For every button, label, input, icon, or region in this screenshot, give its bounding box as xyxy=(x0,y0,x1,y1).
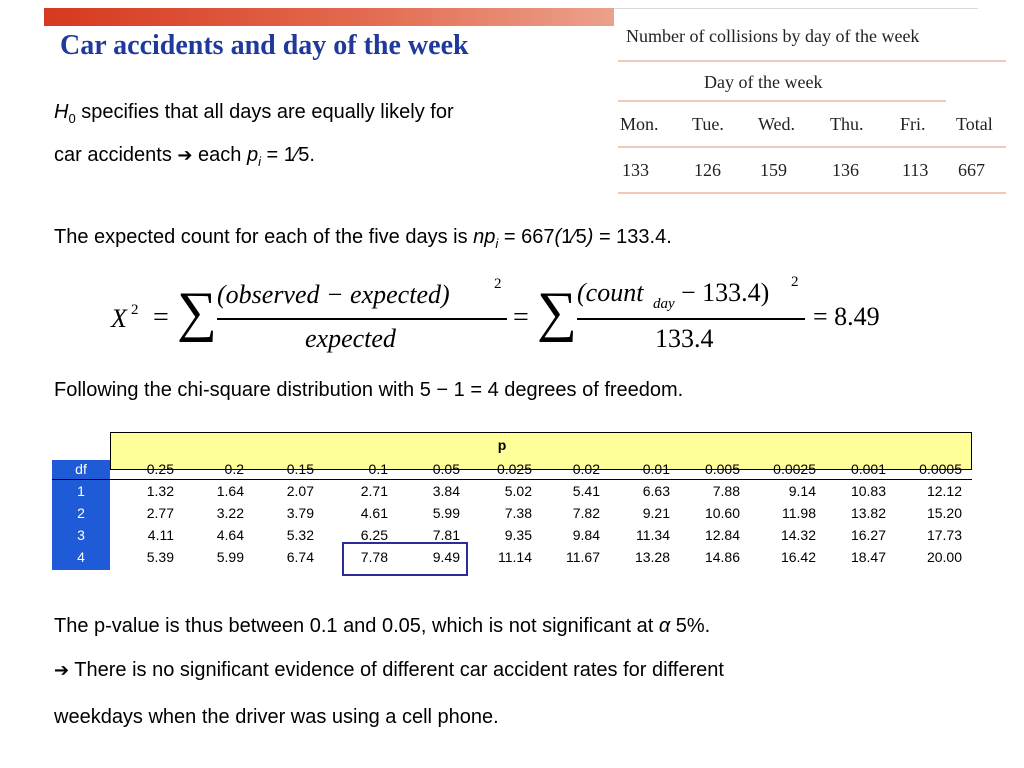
critical-value-cell: 13.82 xyxy=(850,505,886,521)
chi-square-formula xyxy=(105,270,905,370)
np-subscript: i xyxy=(495,236,499,251)
collisions-table xyxy=(618,14,1006,196)
p-value-header-0: 0.25 xyxy=(146,461,174,477)
df-cell-0: 1 xyxy=(77,483,85,499)
critical-value-cell: 5.39 xyxy=(146,549,174,565)
expected-text-2: = 667 xyxy=(498,226,555,248)
collisions-value-3: 136 xyxy=(832,160,859,180)
expected-count-line xyxy=(54,227,672,250)
p-value-header-6: 0.02 xyxy=(572,461,600,477)
critical-value-cell: 15.20 xyxy=(926,505,962,521)
critical-value-cell: 7.78 xyxy=(360,549,388,565)
h0-subscript: 0 xyxy=(68,111,76,126)
critical-value-cell: 14.32 xyxy=(780,527,816,543)
p-value-header-4: 0.05 xyxy=(432,461,460,477)
conclusion-line-1 xyxy=(54,660,724,680)
conclusion-text-1: There is no significant evidence of different car accident rates for different xyxy=(69,659,724,681)
critical-value-cell: 4.64 xyxy=(216,527,244,543)
formula-numerator-2b: − 133.4) xyxy=(681,278,770,307)
critical-value-cell: 2.71 xyxy=(360,483,388,499)
critical-value-cell: 6.63 xyxy=(642,483,670,499)
formula-x: X xyxy=(111,304,127,333)
critical-value-cell: 5.99 xyxy=(432,505,460,521)
critical-value-cell: 12.12 xyxy=(926,483,962,499)
critical-value-cell: 5.02 xyxy=(504,483,532,499)
critical-value-cell: 14.86 xyxy=(704,549,740,565)
formula-x-superscript: 2 xyxy=(131,302,139,318)
h0-symbol: H xyxy=(54,101,69,123)
expected-text-1: The expected count for each of the five days is xyxy=(54,226,474,248)
highlight-box xyxy=(342,542,468,576)
collisions-header-3: Thu. xyxy=(830,114,864,134)
collisions-value-2: 159 xyxy=(760,160,787,180)
h0-text-2b: each xyxy=(192,144,247,166)
formula-numerator-1: (observed − expected) xyxy=(217,280,450,309)
formula-numerator-1-superscript: 2 xyxy=(494,276,502,292)
conclusion-line-2: weekdays when the driver was using a cell phone. xyxy=(54,706,499,728)
pvalue-text-2: 5%. xyxy=(670,615,711,637)
critical-value-cell: 7.82 xyxy=(572,505,600,521)
critical-value-cell: 10.83 xyxy=(850,483,886,499)
open-paren: ( xyxy=(554,226,562,248)
df-cell-2: 3 xyxy=(77,527,85,543)
critical-value-cell: 9.21 xyxy=(642,505,670,521)
title-accent-bar xyxy=(44,8,614,26)
close-paren: ) xyxy=(586,226,594,248)
collisions-value-0: 133 xyxy=(622,160,649,180)
table-rule-bottom xyxy=(618,192,1006,194)
pvalue-line xyxy=(54,616,710,636)
collisions-caption: Number of collisions by day of the week xyxy=(626,26,920,46)
collisions-header-1: Tue. xyxy=(692,114,724,134)
critical-value-cell: 3.79 xyxy=(286,505,314,521)
chi-square-table xyxy=(52,432,972,570)
collisions-header-2: Wed. xyxy=(758,114,796,134)
critical-value-cell: 18.47 xyxy=(850,549,886,565)
critical-value-cell: 11.67 xyxy=(566,549,600,565)
degrees-of-freedom-line: Following the chi-square distribution with 5 − 1 = 4 degrees of freedom. xyxy=(54,379,684,401)
critical-value-cell: 4.11 xyxy=(147,527,174,543)
critical-value-cell: 16.42 xyxy=(780,549,816,565)
critical-value-cell: 2.07 xyxy=(286,483,314,499)
collisions-header-4: Fri. xyxy=(900,114,926,134)
critical-value-cell: 7.88 xyxy=(712,483,740,499)
critical-value-cell: 5.32 xyxy=(286,527,314,543)
arrow-icon: ➔ xyxy=(177,145,193,166)
critical-value-cell: 7.81 xyxy=(432,527,460,543)
p-symbol: p xyxy=(246,144,259,166)
critical-value-cell: 6.25 xyxy=(360,527,388,543)
group-header: Day of the week xyxy=(704,72,823,92)
header-rule xyxy=(614,8,978,9)
p-label: p xyxy=(497,437,507,453)
p-value-header-8: 0.005 xyxy=(704,461,740,477)
critical-value-cell: 9.14 xyxy=(788,483,816,499)
critical-value-cell: 3.84 xyxy=(432,483,460,499)
slide-title: Car accidents and day of the week xyxy=(60,30,469,61)
header-divider xyxy=(52,479,972,480)
critical-value-cell: 4.61 xyxy=(360,505,388,521)
table-rule-top xyxy=(618,60,1006,62)
collisions-value-4: 113 xyxy=(902,160,929,180)
sum-icon-2: ∑ xyxy=(537,281,577,343)
critical-value-cell: 13.28 xyxy=(634,549,670,565)
sum-icon: ∑ xyxy=(177,281,217,343)
critical-value-cell: 20.00 xyxy=(926,549,962,565)
collisions-header-5: Total xyxy=(956,114,993,134)
p-value-header-3: 0.1 xyxy=(368,461,388,477)
p-value-header-1: 0.2 xyxy=(224,461,244,477)
h0-text-2c: = 1⁄5. xyxy=(260,144,315,166)
critical-value-cell: 9.49 xyxy=(432,549,460,565)
table-rule-group xyxy=(618,100,946,102)
critical-value-cell: 5.99 xyxy=(216,549,244,565)
critical-value-cell: 11.98 xyxy=(782,505,816,521)
pvalue-text-1: The p-value is thus between 0.1 and 0.05, which is not significant at xyxy=(54,615,659,637)
arrow-icon-2: ➔ xyxy=(54,660,70,681)
fraction-bar-2 xyxy=(577,318,805,320)
fraction-bar-1 xyxy=(217,318,507,320)
critical-value-cell: 12.84 xyxy=(704,527,740,543)
h0-text-1: specifies that all days are equally likely for xyxy=(75,101,454,123)
formula-numerator-2-superscript: 2 xyxy=(791,274,799,290)
expected-text-3: = 133.4. xyxy=(593,226,672,248)
formula-day-subscript: day xyxy=(653,296,675,312)
critical-value-cell: 7.38 xyxy=(504,505,532,521)
critical-value-cell: 11.14 xyxy=(498,549,532,565)
formula-denominator-2: 133.4 xyxy=(655,324,714,353)
p-value-header-7: 0.01 xyxy=(642,461,670,477)
critical-value-cell: 2.77 xyxy=(146,505,174,521)
critical-value-cell: 17.73 xyxy=(926,527,962,543)
df-cell-3: 4 xyxy=(77,549,85,565)
critical-value-cell: 1.32 xyxy=(146,483,174,499)
df-cell-1: 2 xyxy=(77,505,85,521)
p-value-header-9: 0.0025 xyxy=(773,461,816,477)
critical-value-cell: 9.35 xyxy=(504,527,532,543)
formula-result: = 8.49 xyxy=(813,302,880,331)
collisions-value-5: 667 xyxy=(958,160,985,180)
h0-line-2 xyxy=(54,145,315,168)
formula-denominator-1: expected xyxy=(305,324,396,353)
formula-equals-1: = xyxy=(153,302,169,333)
critical-value-cell: 10.60 xyxy=(704,505,740,521)
collisions-header-0: Mon. xyxy=(620,114,659,134)
df-label: df xyxy=(75,461,87,477)
critical-value-cell: 3.22 xyxy=(216,505,244,521)
critical-value-cell: 5.41 xyxy=(572,483,600,499)
p-value-header-10: 0.001 xyxy=(850,461,886,477)
critical-value-cell: 16.27 xyxy=(850,527,886,543)
formula-equals-2: = xyxy=(513,302,529,333)
collisions-value-1: 126 xyxy=(694,160,721,180)
p-subscript: i xyxy=(258,154,261,169)
critical-value-cell: 9.84 xyxy=(572,527,600,543)
critical-value-cell: 11.34 xyxy=(636,527,670,543)
critical-value-cell: 6.74 xyxy=(286,549,314,565)
p-value-header-2: 0.15 xyxy=(286,461,314,477)
formula-numerator-2a: (count xyxy=(577,278,644,307)
fraction-one-fifth: 1⁄5 xyxy=(561,226,587,248)
h0-text-2a: car accidents xyxy=(54,144,178,166)
p-value-header-11: 0.0005 xyxy=(919,461,962,477)
np-symbol: np xyxy=(473,226,496,248)
critical-value-cell: 1.64 xyxy=(216,483,244,499)
h0-line-1 xyxy=(54,102,454,125)
p-value-header-5: 0.025 xyxy=(496,461,532,477)
alpha-symbol: α xyxy=(658,615,671,637)
table-rule-header xyxy=(618,146,1006,148)
